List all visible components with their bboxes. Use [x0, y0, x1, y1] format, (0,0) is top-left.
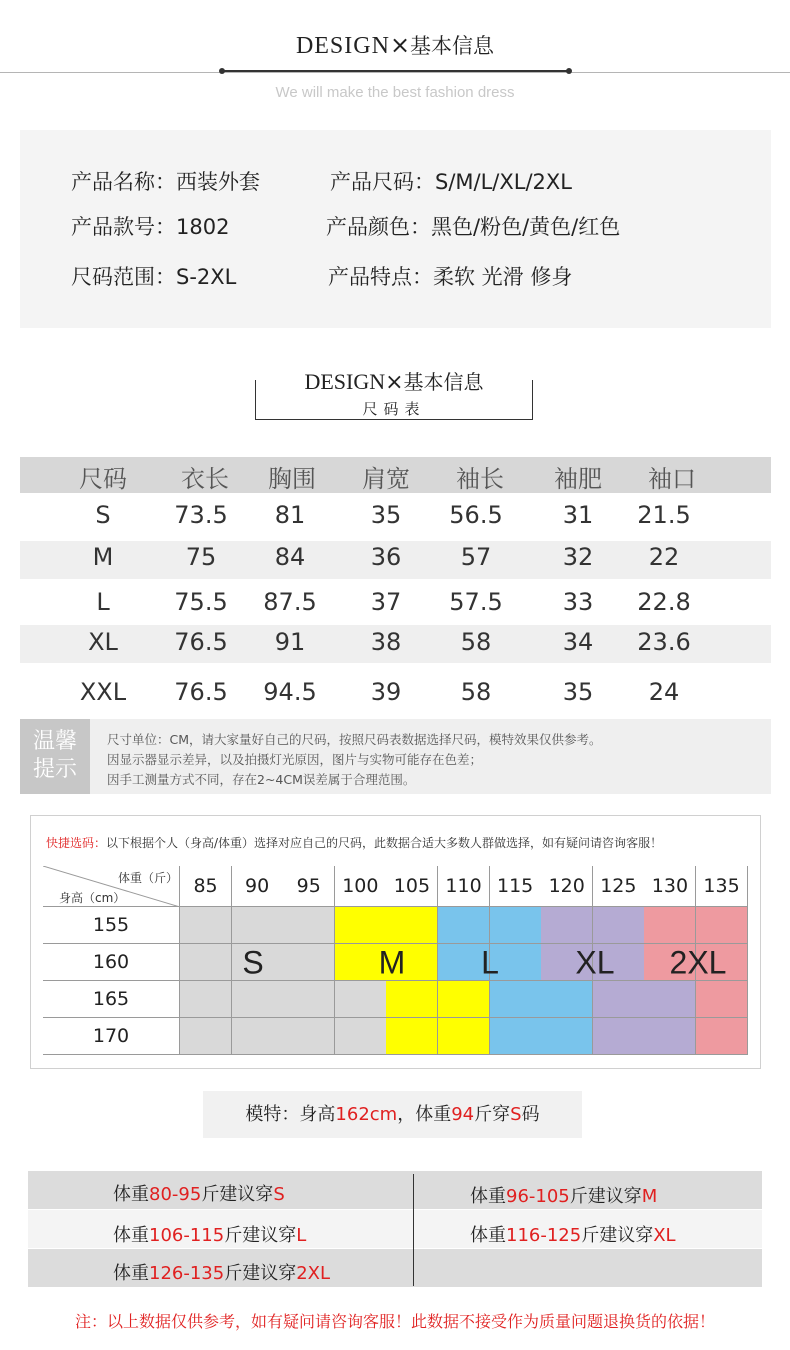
weight-rec-item [470, 1182, 657, 1208]
weight-rec-prefix: 体重 [470, 1225, 506, 1246]
size-table-cell: 23.6 [637, 628, 691, 656]
size-cell-m [386, 981, 438, 1018]
corner-weight-label: 体重（斤） [118, 871, 179, 885]
size-table-cell: 87.5 [263, 588, 317, 616]
tips-label-line2: 提示 [32, 757, 77, 782]
size-cell-s [283, 981, 335, 1018]
weight-rec-prefix: 体重 [470, 1186, 506, 1207]
size-table-cell: 37 [370, 588, 402, 616]
weight-header-cell [180, 866, 232, 907]
header-title [0, 30, 790, 60]
tips-label-line1: 温馨 [32, 729, 77, 754]
size-table-cell: 56.5 [449, 501, 503, 529]
size-cell-m [438, 981, 490, 1018]
size-label-s: S [242, 944, 264, 980]
size-table-cell: 73.5 [174, 501, 228, 529]
size-table-cell: 21.5 [637, 501, 691, 529]
height-header-cell [43, 944, 180, 981]
size-cell-xl [644, 1018, 696, 1055]
weight-rec-item [113, 1180, 285, 1206]
weight-rec-size: S [273, 1184, 285, 1205]
size-cell-2xl [644, 907, 696, 944]
header-dot-left [219, 68, 225, 74]
weight-rec-item [113, 1259, 330, 1285]
weight-value: 125 [600, 875, 637, 897]
size-cell-s [232, 981, 284, 1018]
model-text: 码 [521, 1104, 540, 1125]
model-weight: 94 [451, 1104, 475, 1125]
size-table-header-cell: 袖口 [648, 465, 696, 493]
weight-rec-divider [413, 1174, 414, 1286]
size-label-2xl: 2XL [669, 944, 727, 980]
size-cell-xl [593, 907, 645, 944]
size-table-cell: L [96, 588, 110, 616]
tips-line-2: 因显示器显示差异，以及拍摄灯光原因，图片与实物可能存在色差； [107, 752, 483, 767]
weight-header-cell [283, 866, 335, 907]
weight-header-cell [386, 866, 438, 907]
size-table-cell: 76.5 [174, 628, 228, 656]
size-cell-s [180, 1018, 232, 1055]
size-table-header-cell: 袖长 [456, 465, 504, 493]
size-cell-2xl [696, 1018, 748, 1055]
size-table-cell: 22.8 [637, 588, 691, 616]
header-title-en: DESIGN [295, 33, 390, 59]
size-table-cell: 76.5 [174, 678, 228, 706]
weight-header-cell [541, 866, 593, 907]
size-cell-s [232, 907, 284, 944]
quick-size-note-label: 快捷选码： [46, 836, 107, 850]
model-size: S [510, 1104, 522, 1125]
weight-rec-suffix: 斤建议穿 [224, 1225, 297, 1246]
height-value: 165 [92, 988, 130, 1010]
weight-rec-range: 80-95 [149, 1184, 202, 1205]
weight-rec-suffix: 斤建议穿 [581, 1225, 654, 1246]
size-label-m: M [378, 944, 406, 980]
size-table-cell: 34 [562, 628, 594, 656]
weight-value: 115 [497, 875, 534, 897]
product-size-range: 尺码范围：S-2XL [71, 265, 237, 289]
weight-rec-range: 96-105 [506, 1186, 570, 1207]
model-text: ，体重 [397, 1104, 452, 1125]
weight-value: 130 [651, 875, 689, 897]
height-value: 160 [92, 951, 130, 973]
product-feature: 产品特点：柔软 光滑 修身 [328, 265, 573, 289]
weight-value: 110 [445, 875, 482, 897]
size-table-cell: 57.5 [449, 588, 503, 616]
weight-rec-prefix: 体重 [113, 1263, 149, 1284]
model-text: 斤穿 [474, 1104, 511, 1125]
weight-rec-suffix: 斤建议穿 [201, 1184, 274, 1205]
weight-header-cell [696, 866, 748, 907]
height-header-cell [43, 981, 180, 1018]
weight-header-cell [593, 866, 645, 907]
weight-rec-prefix: 体重 [113, 1184, 149, 1205]
weight-header-cell [232, 866, 284, 907]
weight-rec-size: XL [653, 1225, 676, 1246]
size-table-header-cell: 尺码 [79, 465, 127, 493]
model-height: 162cm [335, 1104, 398, 1125]
size-cell-l [490, 1018, 542, 1055]
size-table-title-en: DESIGN [304, 369, 386, 394]
size-table-cell: 39 [370, 678, 402, 706]
height-header-cell [43, 907, 180, 944]
size-table-header-cell: 肩宽 [362, 465, 410, 493]
product-color: 产品颜色：黑色/粉色/黄色/红色 [326, 215, 621, 239]
size-table-cell: 38 [370, 628, 402, 656]
weight-rec-suffix: 斤建议穿 [569, 1186, 642, 1207]
size-table-cell: 33 [562, 588, 594, 616]
header-title-cn: 基本信息 [410, 34, 495, 58]
quick-size-note [46, 834, 662, 851]
size-cell-s [335, 1018, 387, 1055]
weight-rec-range: 116-125 [506, 1225, 582, 1246]
size-table-cell: 58 [460, 628, 492, 656]
quick-grid-corner [43, 866, 180, 907]
size-table-cell: 75.5 [174, 588, 228, 616]
size-table-cell: 24 [648, 678, 680, 706]
size-table-cell: XL [88, 628, 118, 656]
footer-note: 注：以上数据仅供参考，如有疑问请咨询客服！此数据不接受作为质量问题退换货的依据！ [74, 1312, 715, 1331]
tips-label [20, 719, 90, 794]
tips-line-1: 尺寸单位：CM，请大家量好自己的尺码，按照尺码表数据选择尺码，模特效果仅供参考。 [107, 732, 602, 747]
product-model-no: 产品款号：1802 [71, 215, 230, 239]
weight-rec-item [113, 1221, 306, 1247]
weight-value: 105 [393, 875, 431, 897]
weight-rec-item [470, 1221, 676, 1247]
weight-value: 95 [296, 875, 321, 897]
size-table-cell: 94.5 [263, 678, 317, 706]
weight-header-cell [490, 866, 542, 907]
size-table-header-cell: 袖肥 [554, 465, 602, 493]
weight-value: 90 [245, 875, 270, 897]
size-table-header-cell: 衣长 [181, 465, 229, 493]
weight-rec-prefix: 体重 [113, 1225, 149, 1246]
size-label-xl: XL [575, 944, 615, 980]
size-cell-s [335, 981, 387, 1018]
size-cell-m [438, 1018, 490, 1055]
size-cell-m [335, 907, 387, 944]
size-cell-s [180, 944, 232, 981]
size-table-cell: 84 [274, 543, 306, 571]
weight-rec-suffix: 斤建议穿 [224, 1263, 297, 1284]
size-cell-s [180, 981, 232, 1018]
product-name: 产品名称：西装外套 [71, 170, 260, 194]
weight-header-cell [644, 866, 696, 907]
size-cell-2xl [696, 981, 748, 1018]
weight-value: 120 [548, 875, 585, 897]
size-table-cell: XXL [79, 678, 127, 706]
size-cell-xl [541, 907, 593, 944]
weight-value: 100 [342, 875, 379, 897]
height-header-cell [43, 1018, 180, 1055]
size-cell-s [283, 1018, 335, 1055]
size-cell-s [283, 907, 335, 944]
model-info [203, 1091, 582, 1138]
corner-height-label: 身高（cm） [59, 891, 126, 905]
size-table-header-cell: 胸围 [268, 465, 316, 493]
weight-rec-size: 2XL [296, 1263, 331, 1284]
tips-line-3: 因手工测量方式不同，存在2~4CM误差属于合理范围。 [107, 772, 416, 787]
size-cell-m [386, 1018, 438, 1055]
size-cell-l [490, 981, 542, 1018]
size-cell-l [541, 1018, 593, 1055]
size-table-cell: 58 [460, 678, 492, 706]
weight-value: 135 [703, 875, 740, 897]
header-dot-right [566, 68, 572, 74]
size-table-cell: 75 [185, 543, 217, 571]
size-table-cell: S [95, 501, 111, 529]
size-cell-m [386, 907, 438, 944]
size-table-title-cn: 基本信息 [403, 370, 484, 394]
size-table-cell: 35 [370, 501, 402, 529]
weight-value: 85 [193, 875, 218, 897]
header-bar [222, 70, 570, 72]
weight-rec-range: 106-115 [149, 1225, 225, 1246]
weight-header-cell [335, 866, 387, 907]
height-value: 155 [92, 914, 130, 936]
size-cell-xl [593, 1018, 645, 1055]
size-table-cell: 57 [460, 543, 492, 571]
weight-header-cell [438, 866, 490, 907]
size-cell-s [180, 907, 232, 944]
size-table-cell: 32 [562, 543, 594, 571]
size-cell-s [283, 944, 335, 981]
size-table-cell: 31 [562, 501, 594, 529]
size-table-cell: 81 [274, 501, 306, 529]
size-cell-l [438, 907, 490, 944]
size-table-cell: M [92, 543, 114, 571]
header-title-x: × [389, 31, 411, 59]
size-cell-2xl [696, 907, 748, 944]
weight-rec-size: L [296, 1225, 307, 1246]
header-divider [0, 72, 790, 73]
size-label-l: L [481, 944, 499, 980]
size-cell-xl [593, 981, 645, 1018]
model-text: 模特：身高 [245, 1104, 336, 1125]
size-cell-l [541, 981, 593, 1018]
size-table-cell: 22 [648, 543, 680, 571]
header-subtitle: We will make the best fashion dress [275, 84, 515, 101]
size-table-subtitle: 尺码表 [362, 400, 426, 418]
size-cell-s [232, 1018, 284, 1055]
size-table-title [255, 366, 533, 395]
size-table-cell: 35 [562, 678, 594, 706]
quick-size-note-text: 以下根据个人（身高/体重）选择对应自己的尺码，此数据合适大多数人群做选择，如有疑问请咨询客服！ [106, 836, 663, 850]
size-table-title-x: × [385, 370, 404, 395]
size-cell-xl [644, 981, 696, 1018]
weight-rec-range: 126-135 [149, 1263, 225, 1284]
size-table-cell: 91 [274, 628, 306, 656]
product-size-code: 产品尺码：S/M/L/XL/2XL [330, 170, 572, 194]
weight-rec-size: M [641, 1186, 658, 1207]
height-value: 170 [92, 1025, 130, 1047]
size-table-cell: 36 [370, 543, 402, 571]
size-cell-l [490, 907, 542, 944]
